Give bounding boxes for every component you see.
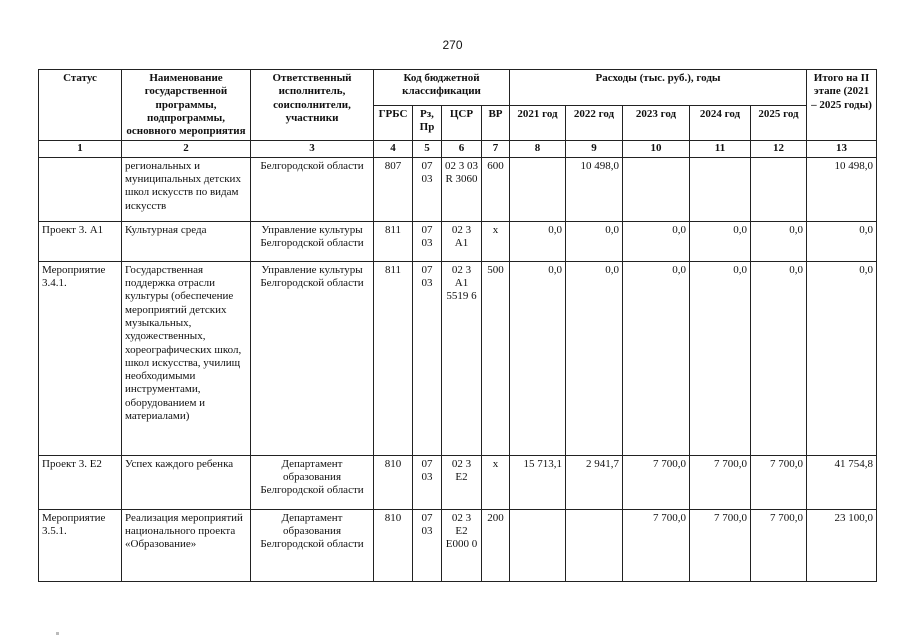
row-y2025: 0,0 [751, 261, 807, 455]
row-rzpr: 07 03 [413, 261, 442, 455]
header-row-top [39, 70, 877, 106]
row-status: Мероприятие 3.5.1. [39, 509, 122, 581]
row-status [39, 157, 122, 221]
row-status: Мероприятие 3.4.1. [39, 261, 122, 455]
row-y2024: 0,0 [690, 261, 751, 455]
row-total: 41 754,8 [807, 455, 877, 509]
column-number: 11 [690, 141, 751, 157]
row-y2024: 0,0 [690, 221, 751, 261]
row-csr: 02 3 Е2 Е000 0 [442, 509, 482, 581]
row-rzpr: 07 03 [413, 221, 442, 261]
row-grbs: 811 [374, 221, 413, 261]
row-y2023: 0,0 [623, 261, 690, 455]
row-csr: 02 3 Е2 [442, 455, 482, 509]
header-grbs: ГРБС [374, 105, 413, 141]
row-responsible: Управление культуры Белгородской области [251, 221, 374, 261]
row-name: региональных и муниципальных детских школ искусств по видам искусств [122, 157, 251, 221]
row-y2024: 7 700,0 [690, 509, 751, 581]
row-grbs: 810 [374, 455, 413, 509]
row-y2023 [623, 157, 690, 221]
row-csr: 02 3 А1 [442, 221, 482, 261]
row-rzpr: 07 03 [413, 455, 442, 509]
header-status: Статус [39, 70, 122, 141]
row-rzpr: 07 03 [413, 509, 442, 581]
table-row [39, 157, 877, 221]
column-number: 4 [374, 141, 413, 157]
row-name: Государственная поддержка отрасли культуры (обеспечение мероприятий детских музыкальных, художественных, хореографических школ, школ искусства, училищ необходимыми инструментами, оборудованием и материалами) [122, 261, 251, 455]
row-grbs: 807 [374, 157, 413, 221]
row-responsible: Департамент образования Белгородской области [251, 509, 374, 581]
row-status: Проект 3. А1 [39, 221, 122, 261]
header-year-2022: 2022 год [566, 105, 623, 141]
row-grbs: 811 [374, 261, 413, 455]
header-csr: ЦСР [442, 105, 482, 141]
row-vr: х [482, 221, 510, 261]
column-number: 12 [751, 141, 807, 157]
header-rzpr: Рз, Пр [413, 105, 442, 141]
row-y2021: 0,0 [510, 261, 566, 455]
header-year-2024: 2024 год [690, 105, 751, 141]
header-year-2021: 2021 год [510, 105, 566, 141]
row-vr: 600 [482, 157, 510, 221]
table-row [39, 261, 877, 455]
row-responsible: Белгородской области [251, 157, 374, 221]
row-responsible: Департамент образования Белгородской области [251, 455, 374, 509]
row-total: 0,0 [807, 221, 877, 261]
budget-table [38, 69, 877, 582]
table-row [39, 509, 877, 581]
column-number: 3 [251, 141, 374, 157]
scan-speck [56, 632, 59, 635]
row-y2021: 0,0 [510, 221, 566, 261]
column-number: 5 [413, 141, 442, 157]
row-total: 0,0 [807, 261, 877, 455]
header-name: Наименование государственной программы, подпрограммы, основного мероприятия [122, 70, 251, 141]
row-vr: 200 [482, 509, 510, 581]
row-y2024 [690, 157, 751, 221]
row-y2022: 10 498,0 [566, 157, 623, 221]
row-y2023: 7 700,0 [623, 509, 690, 581]
row-y2023: 0,0 [623, 221, 690, 261]
row-y2021 [510, 509, 566, 581]
header-total: Итого на II этапе (2021 – 2025 годы) [807, 70, 877, 141]
column-number-row [39, 141, 877, 157]
table-row [39, 455, 877, 509]
row-y2021: 15 713,1 [510, 455, 566, 509]
row-total: 23 100,0 [807, 509, 877, 581]
row-vr: 500 [482, 261, 510, 455]
row-y2024: 7 700,0 [690, 455, 751, 509]
row-y2025: 7 700,0 [751, 455, 807, 509]
row-csr: 02 3 03 R 3060 [442, 157, 482, 221]
row-y2023: 7 700,0 [623, 455, 690, 509]
row-total: 10 498,0 [807, 157, 877, 221]
column-number: 9 [566, 141, 623, 157]
row-name: Культурная среда [122, 221, 251, 261]
row-y2022 [566, 509, 623, 581]
row-responsible: Управление культуры Белгородской области [251, 261, 374, 455]
header-year-2023: 2023 год [623, 105, 690, 141]
row-y2025: 7 700,0 [751, 509, 807, 581]
table-row [39, 221, 877, 261]
row-name: Успех каждого ребенка [122, 455, 251, 509]
row-grbs: 810 [374, 509, 413, 581]
row-y2022: 0,0 [566, 261, 623, 455]
column-number: 10 [623, 141, 690, 157]
row-y2025 [751, 157, 807, 221]
row-y2022: 2 941,7 [566, 455, 623, 509]
row-name: Реализация мероприятий национального проекта «Образование» [122, 509, 251, 581]
column-number: 13 [807, 141, 877, 157]
header-responsible: Ответственный исполнитель, соисполнители, участники [251, 70, 374, 141]
row-rzpr: 07 03 [413, 157, 442, 221]
page-number: 270 [442, 38, 463, 52]
row-y2025: 0,0 [751, 221, 807, 261]
row-y2022: 0,0 [566, 221, 623, 261]
row-vr: х [482, 455, 510, 509]
header-expenses: Расходы (тыс. руб.), годы [510, 70, 807, 106]
header-year-2025: 2025 год [751, 105, 807, 141]
column-number: 7 [482, 141, 510, 157]
column-number: 6 [442, 141, 482, 157]
column-number: 1 [39, 141, 122, 157]
column-number: 2 [122, 141, 251, 157]
header-vr: ВР [482, 105, 510, 141]
row-y2021 [510, 157, 566, 221]
header-budget-code: Код бюджетной классификации [374, 70, 510, 106]
column-number: 8 [510, 141, 566, 157]
row-csr: 02 3 А1 5519 6 [442, 261, 482, 455]
row-status: Проект 3. Е2 [39, 455, 122, 509]
